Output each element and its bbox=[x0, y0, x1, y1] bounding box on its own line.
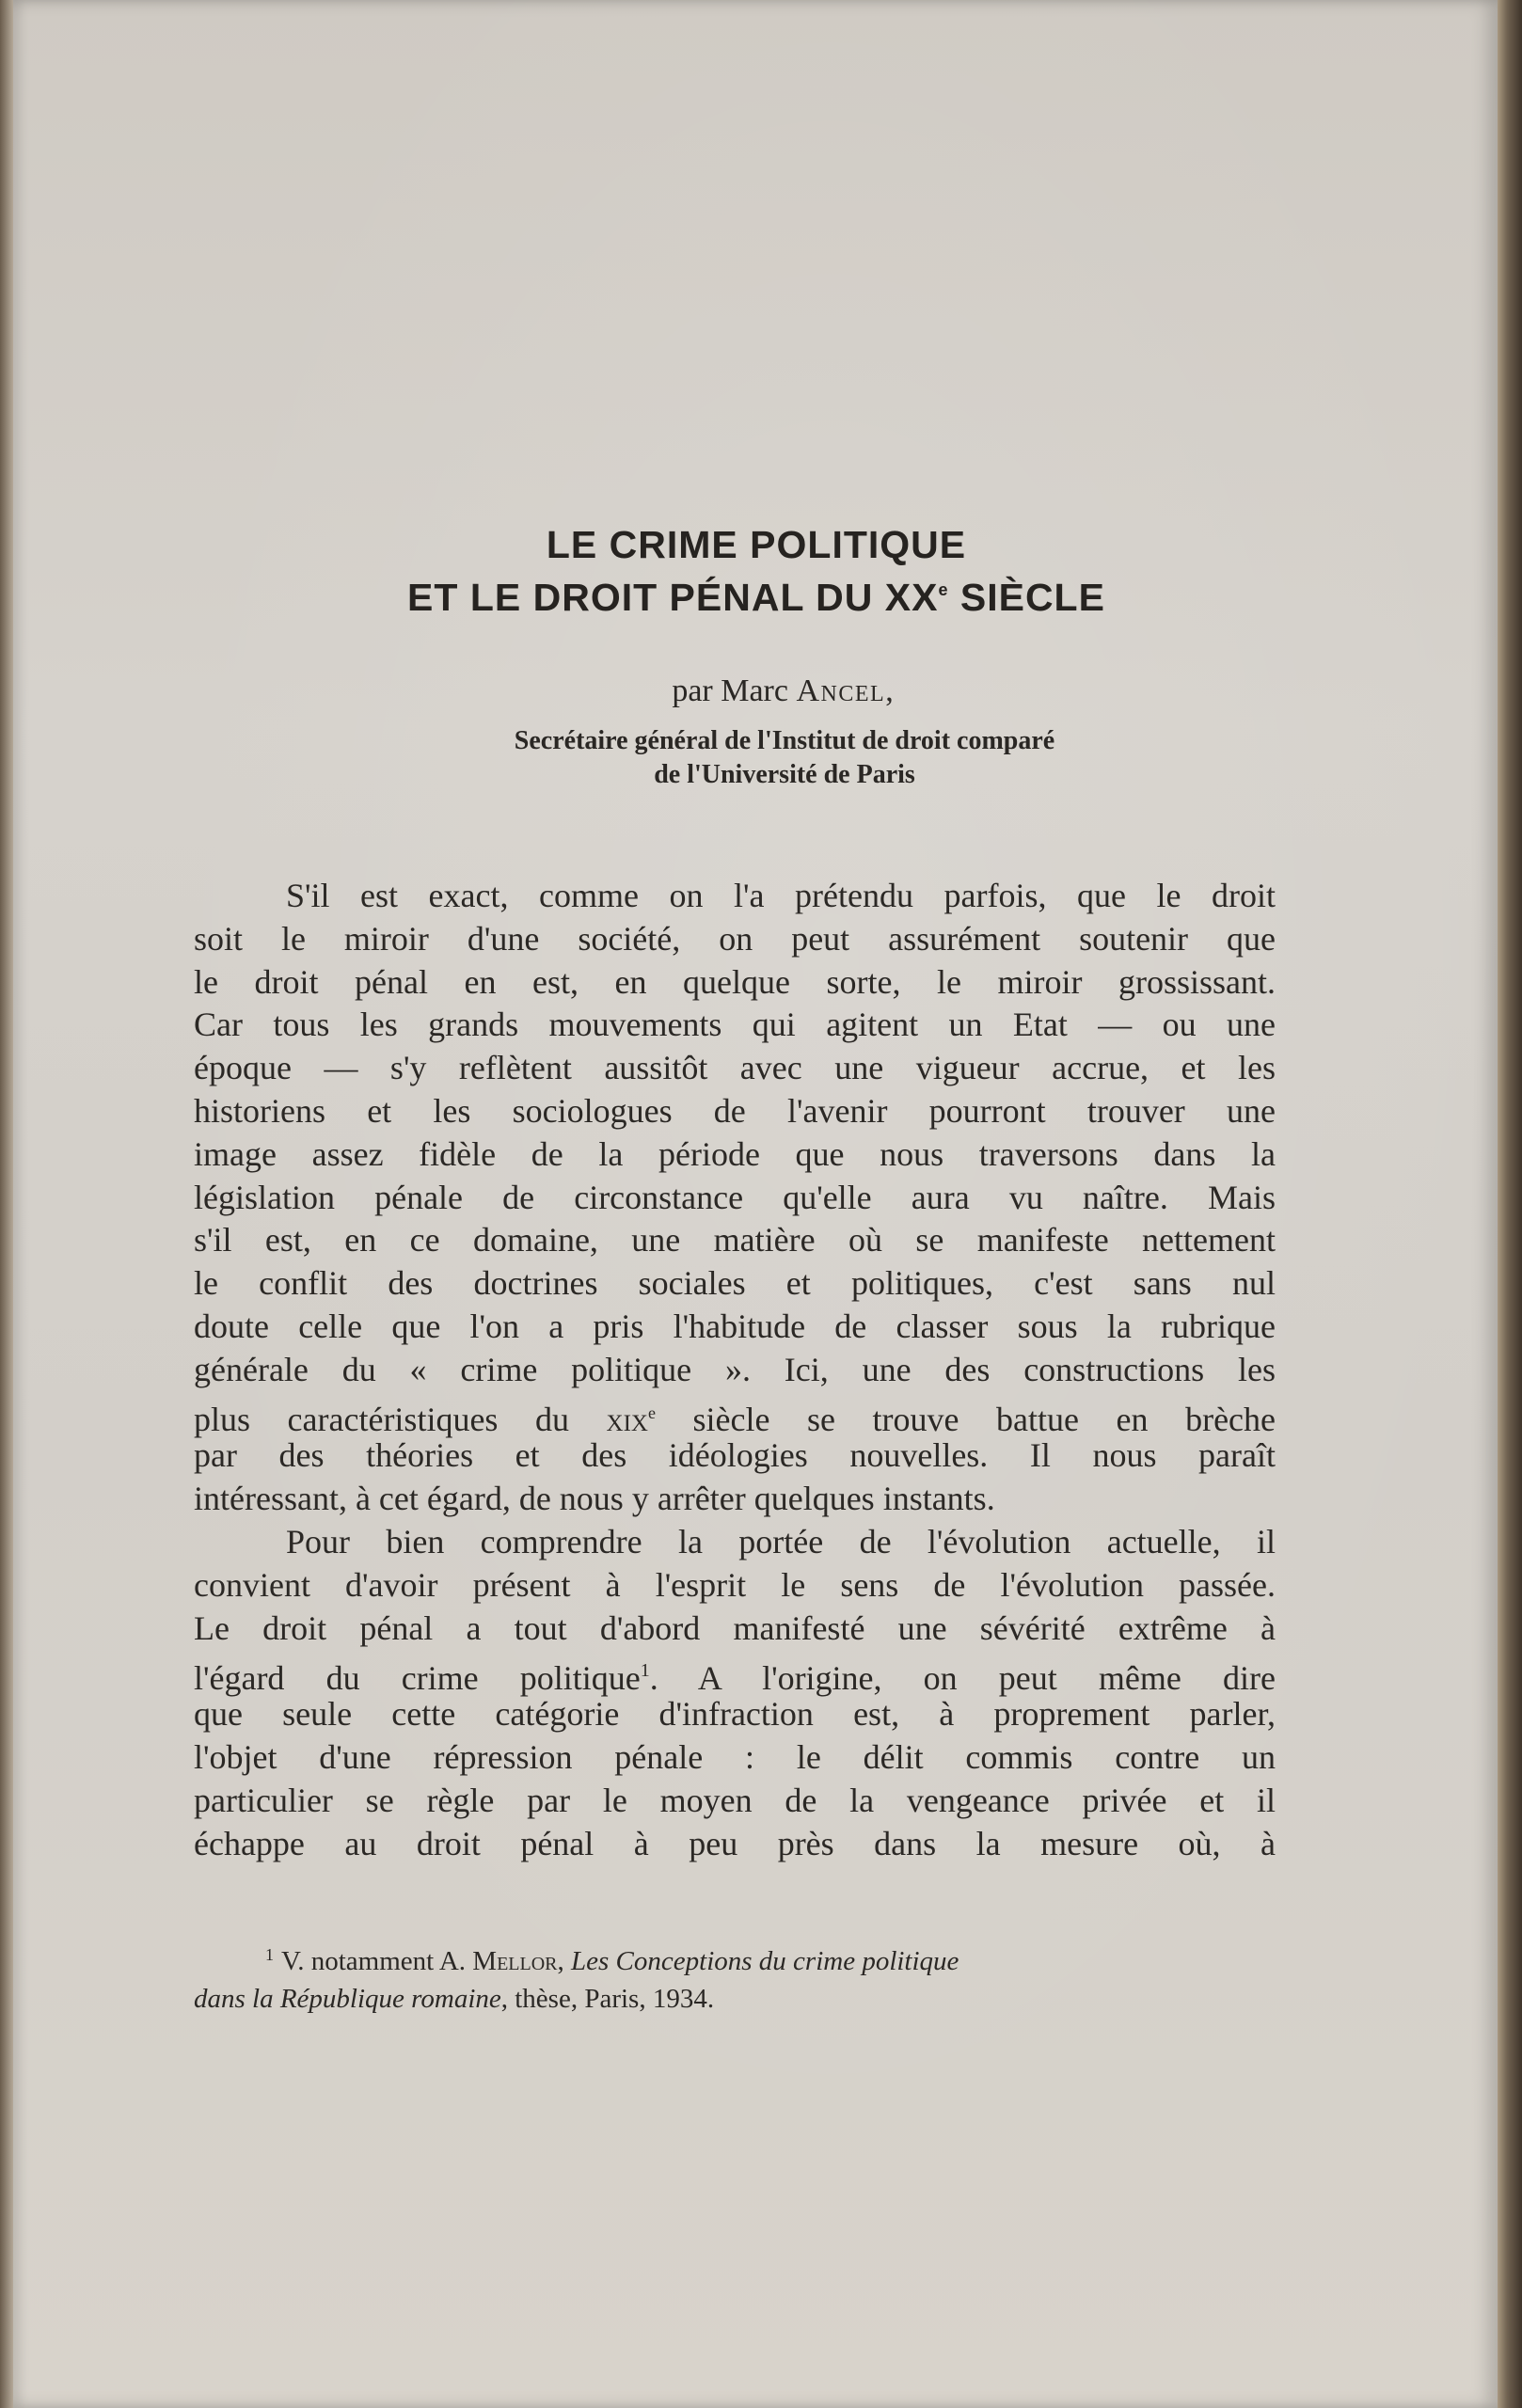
title-text-end: SIÈCLE bbox=[948, 576, 1105, 619]
adjacent-pages-edge bbox=[1498, 0, 1522, 2408]
footnote-line-2 bbox=[194, 1980, 1285, 2018]
body-line: soit le miroir d'une société, on peut assurément soutenir que bbox=[194, 919, 1276, 958]
body-text-fragment: l'égard du crime politique bbox=[194, 1659, 641, 1698]
footnote-work-title: Les Conceptions du crime politique bbox=[571, 1946, 959, 1976]
century-superscript: e bbox=[647, 1402, 656, 1422]
body-line: que seule cette catégorie d'infraction est, à proprement parler, bbox=[194, 1695, 1276, 1734]
footnote-text: V. notamment A. bbox=[281, 1946, 473, 1976]
body-line: Car tous les grands mouvements qui agitent un Etat — ou une bbox=[194, 1006, 1276, 1044]
body-line bbox=[194, 1392, 1276, 1438]
body-line: Pour bien comprendre la portée de l'évolution actuelle, il bbox=[286, 1522, 1276, 1560]
author-surname: Ancel bbox=[796, 673, 886, 708]
article-title-line-1: LE CRIME POLITIQUE bbox=[546, 523, 967, 566]
footnote-text: , thèse, Paris, 1934. bbox=[500, 1984, 715, 2014]
body-line: s'il est, en ce domaine, une matière où se manifeste nettement bbox=[194, 1221, 1276, 1259]
byline-prefix: par Marc bbox=[672, 673, 797, 708]
body-text-fragment: plus caractéristiques du bbox=[194, 1400, 607, 1438]
footnote-text: , bbox=[557, 1946, 572, 1976]
title-superscript: e bbox=[938, 580, 949, 599]
body-line: convient d'avoir présent à l'esprit le sens de l'évolution passée. bbox=[194, 1565, 1276, 1604]
footnote bbox=[194, 1936, 1285, 2018]
body-line: particulier se règle par le moyen de la vengeance privée et il bbox=[194, 1781, 1276, 1819]
author-affiliation-line-1: Secrétaire général de l'Institut de droit comparé bbox=[514, 726, 1055, 755]
author-byline bbox=[13, 673, 1499, 709]
body-line: par des théories et des idéologies nouvelles. Il nous paraît bbox=[194, 1436, 1276, 1475]
footnote-work-title-cont: dans la République romaine bbox=[194, 1984, 501, 2014]
century-small-caps: xix bbox=[606, 1400, 648, 1438]
body-line: image assez fidèle de la période que nous traversons dans la bbox=[194, 1134, 1276, 1173]
body-line: le droit pénal en est, en quelque sorte, le miroir grossissant. bbox=[194, 962, 1276, 1001]
body-line: Le droit pénal a tout d'abord manifesté une sévérité extrême à bbox=[194, 1608, 1276, 1647]
article-title-line-2 bbox=[13, 576, 1499, 620]
footnote-mark: 1 bbox=[265, 1945, 274, 1964]
footnote-reference: 1 bbox=[640, 1660, 650, 1682]
byline-suffix: , bbox=[885, 673, 894, 708]
author-affiliation-line-2: de l'Université de Paris bbox=[654, 760, 915, 789]
body-line: législation pénale de circonstance qu'elle aura vu naître. Mais bbox=[194, 1178, 1276, 1216]
body-line: échappe au droit pénal à peu près dans la mesure où, à bbox=[194, 1824, 1276, 1862]
title-text: ET LE DROIT PÉNAL DU XX bbox=[407, 576, 939, 619]
body-line: époque — s'y reflètent aussitôt avec une vigueur accrue, et les bbox=[194, 1049, 1276, 1087]
body-line: générale du « crime politique ». Ici, une des constructions les bbox=[194, 1350, 1276, 1388]
body-line: intéressant, à cet égard, de nous y arrêter quelques instants. bbox=[194, 1480, 995, 1518]
body-line: le conflit des doctrines sociales et politiques, c'est sans nul bbox=[194, 1264, 1276, 1303]
article-body bbox=[194, 875, 1276, 1865]
body-line: doute celle que l'on a pris l'habitude de classer sous la rubrique bbox=[194, 1307, 1276, 1345]
body-line: S'il est exact, comme on l'a prétendu parfois, que le droit bbox=[286, 877, 1276, 914]
body-text-fragment: . A l'origine, on peut même dire bbox=[649, 1659, 1276, 1698]
book-page bbox=[13, 0, 1499, 2408]
footnote-author: Mellor bbox=[472, 1946, 558, 1976]
footnote-line-1 bbox=[194, 1936, 1285, 1980]
body-line: historiens et les sociologues de l'avenir pourront trouver une bbox=[194, 1091, 1276, 1130]
body-line bbox=[194, 1650, 1276, 1698]
body-text-fragment: siècle se trouve battue en brèche bbox=[655, 1400, 1276, 1438]
body-line: l'objet d'une répression pénale : le délit commis contre un bbox=[194, 1737, 1276, 1776]
